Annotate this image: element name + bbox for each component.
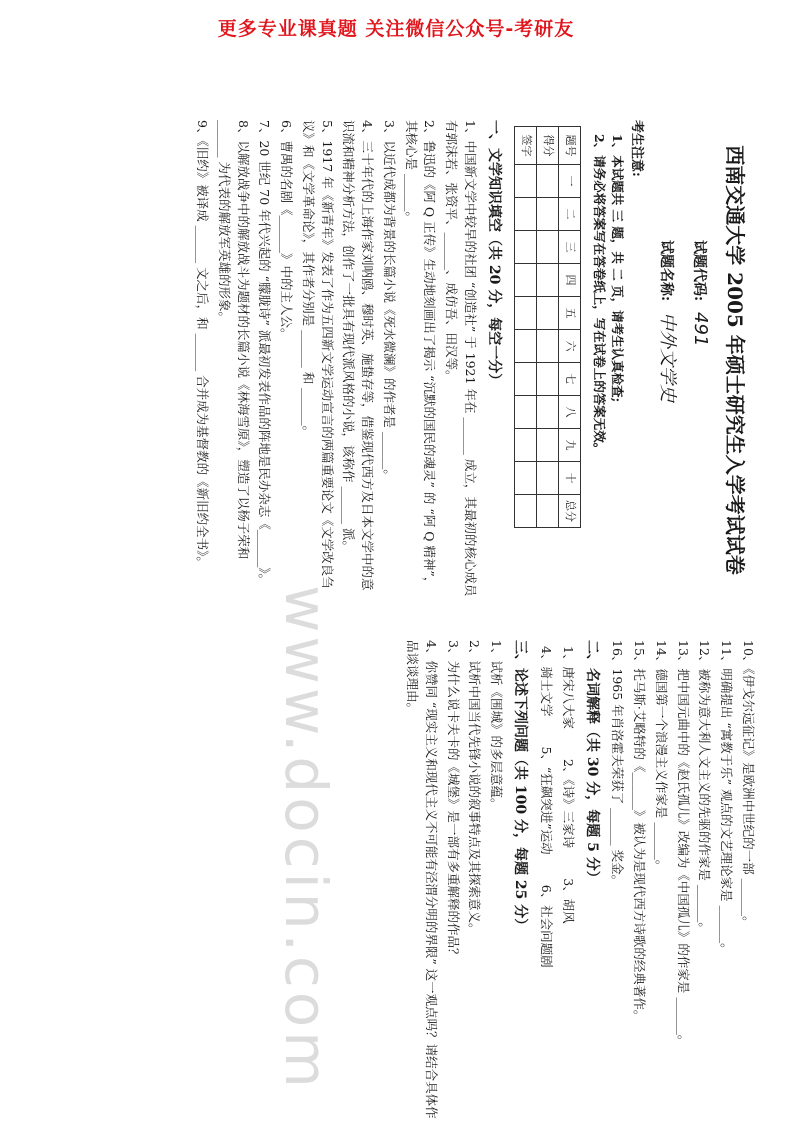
table-cell xyxy=(537,231,559,264)
section-heading: 一、文学知识填空（共 20 分，每空一分） xyxy=(486,120,502,388)
table-cell: 二 xyxy=(559,198,581,231)
table-cell: 签字 xyxy=(515,127,537,165)
table-cell: 九 xyxy=(559,429,581,462)
table-cell xyxy=(537,429,559,462)
question-item: 13、把中国元曲中的《赵氏孤儿》改编为《中国孤儿》的作家是 ______。 xyxy=(675,640,691,1048)
question-item: 2、试析中国当代先锋小说的叙事特点及其探索意义。 xyxy=(467,640,483,936)
table-cell xyxy=(537,363,559,396)
question-item: 15、托马斯·艾略特的《______》被认为是现代西方诗歌的经典著作。 xyxy=(632,640,648,1023)
question-item: 7、20 世纪 70 年代兴起的 “朦胧诗” 派最初发表作品的阵地是民办杂志《______》。 xyxy=(257,120,273,587)
term-item: 6、社会问题剧 xyxy=(539,884,554,968)
table-cell xyxy=(537,462,559,495)
exam-code-label: 试题代码: xyxy=(691,240,707,302)
score-table-row xyxy=(515,127,537,528)
table-cell: 一 xyxy=(559,165,581,198)
question-item: 4、三十年代的上海作家刘呐鸥、穆时英、施蛰存等，借鉴现代西方及日本文学中的意识流和精神分析方法，创作了一批具有现代派风格的小说，该称作 ______ 派。 xyxy=(341,120,376,591)
question-item: 3、为什么说卡夫卡的《城堡》是一部有多重解释的作品？ xyxy=(445,640,461,961)
question-item: 11、明确提出 “寓教于乐” 观点的文艺理论家是 ______。 xyxy=(719,640,735,956)
question-item: 12、被称为意大利人文主义的先驱的作家是 ______。 xyxy=(697,640,713,935)
question-item: 4、你赞同 “现实主义和现代主义不可能有泾渭分明的界限” 这一观点吗？请结合具体作品谈谈理由。 xyxy=(405,640,439,1119)
notice-heading: 考生注意: xyxy=(629,120,644,177)
right-column xyxy=(60,640,760,1120)
table-cell xyxy=(537,165,559,198)
table-cell xyxy=(515,231,537,264)
term-item: 1、唐宋八大家 xyxy=(560,646,576,729)
question-item: 8、以解放战争中的解放战斗为题材的长篇小说《林海雪原》，塑造了以杨子荣和 ______ 为代表的解放军英雄的形象。 xyxy=(217,120,251,560)
table-cell: 八 xyxy=(559,396,581,429)
table-cell xyxy=(515,429,537,462)
left-column xyxy=(60,120,760,600)
table-cell: 四 xyxy=(559,264,581,297)
table-cell xyxy=(515,330,537,363)
section-heading: 二、名词解释（共 30 分，每题 5 分） xyxy=(583,640,600,885)
term-item: 4、骑士文学 xyxy=(539,646,554,717)
table-cell: 六 xyxy=(559,330,581,363)
question-item: 10、《伊戈尔远征记》是欧洲中世纪的一部 ______。 xyxy=(741,640,756,929)
exam-code-value: 491 xyxy=(690,312,711,347)
table-cell: 七 xyxy=(559,363,581,396)
table-cell xyxy=(515,462,537,495)
exam-title: 西南交通大学 2005 年硕士研究生入学考试试卷 xyxy=(723,145,747,575)
table-cell xyxy=(537,198,559,231)
question-item: 16、1965 年肖洛霍夫荣获了 ______ 奖金。 xyxy=(610,640,626,888)
table-cell xyxy=(515,396,537,429)
question-item: 3、以近代成都为背景的长篇小说《死水微澜》的作者是 ______。 xyxy=(382,120,397,482)
notice-item: 1、本试题共 三 题，共 二 页，请考生认真检查; xyxy=(610,134,626,403)
notice-item: 2、请务必将答案写在答卷纸上，写在试卷上的答案无效。 xyxy=(591,134,607,456)
question-item: 6、曹禺的名剧《______》中的主人公。 xyxy=(279,120,295,341)
exam-name-line xyxy=(654,240,681,600)
score-table-row xyxy=(537,127,559,528)
table-cell xyxy=(515,363,537,396)
term-item: 2、《诗》三家诗 xyxy=(560,758,576,849)
question-item: 1、试析《围城》的多层意蕴。 xyxy=(489,640,505,811)
table-cell: 得分 xyxy=(537,127,559,165)
watermark-text: www.docin.com xyxy=(272,585,340,1092)
term-row xyxy=(536,646,555,1120)
table-cell xyxy=(515,495,537,528)
table-cell xyxy=(515,165,537,198)
table-cell: 题号 xyxy=(559,127,581,165)
table-cell xyxy=(515,264,537,297)
exam-code-line xyxy=(687,240,714,600)
table-cell: 总分 xyxy=(559,495,581,528)
question-item: 1、中国新文学中较早的社团 “创造社” 于 1921 年在 ______ 成立，其最初的核心成员有郭沫若、张资平、______、成仿吾、田汉等。 xyxy=(444,120,478,597)
question-item: 14、德国第一个浪漫主义作家是 ______。 xyxy=(654,640,669,873)
term-item: 3、胡风 xyxy=(560,878,576,924)
question-item: 9、《旧约》被译成 ______ 文之后，和 ______ 合并成为基督教的《新旧约全书》。 xyxy=(195,120,211,569)
question-item: 5、1917 年《新青年》发表了作为五四新文学运动宣言的两篇重要论文《文学改良刍议》和《文学革命论》，其作者分别是 ______ 和 ______。 xyxy=(301,120,335,589)
exam-name-label: 试题名称: xyxy=(658,240,674,302)
table-cell xyxy=(537,495,559,528)
table-cell xyxy=(537,396,559,429)
table-cell: 十 xyxy=(559,462,581,495)
table-cell xyxy=(515,297,537,330)
question-item: 2、鲁迅的《阿 Q 正传》生动地刻画出了揭示 “沉默的国民的魂灵” 的 “阿 Q 精神”，其核心是 ______。 xyxy=(403,120,438,590)
score-table xyxy=(514,126,581,528)
term-row xyxy=(558,646,577,1120)
table-cell: 三 xyxy=(559,231,581,264)
section-heading: 三、论述下列问题（共 100 分，每题 25 分） xyxy=(512,640,529,933)
term-item: 5、“狂飙突进”运动 xyxy=(539,746,554,855)
table-cell: 五 xyxy=(559,297,581,330)
score-table-row xyxy=(559,127,581,528)
table-cell xyxy=(537,330,559,363)
table-cell xyxy=(537,297,559,330)
table-cell xyxy=(515,198,537,231)
exam-name-value: 中外文学史 xyxy=(657,312,678,403)
scanned-exam-page xyxy=(60,120,760,1120)
table-cell xyxy=(537,264,559,297)
promo-banner: 更多专业课真题 关注微信公众号-考研友 xyxy=(217,18,575,40)
